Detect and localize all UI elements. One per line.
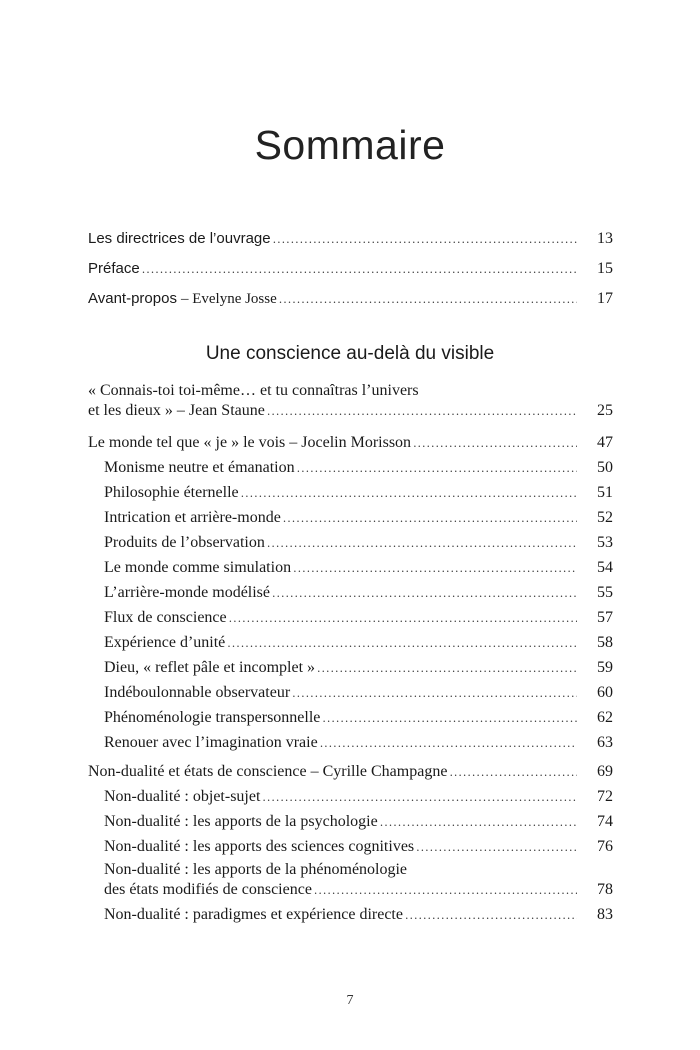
- dot-leader: [267, 402, 577, 422]
- entry-page: 72: [597, 788, 613, 805]
- toc-subentry[interactable]: [104, 837, 613, 858]
- section-title: Une conscience au-delà du visible: [205, 343, 495, 364]
- entry-page: 62: [597, 709, 613, 726]
- entry-label: Le monde comme simulation: [104, 559, 292, 576]
- entry-label: L’arrière-monde modélisé: [104, 584, 271, 601]
- toc-subentry[interactable]: [104, 683, 613, 704]
- entry-label: Les directrices de l’ouvrage: [88, 230, 271, 247]
- dot-leader: [292, 684, 577, 704]
- entry-label: et les dieux » – Jean Staune: [88, 402, 265, 419]
- entry-page: 58: [597, 634, 613, 651]
- toc-subentry[interactable]: [104, 880, 613, 901]
- entry-label: des états modifiés de conscience: [104, 881, 312, 898]
- dot-leader: [449, 763, 577, 783]
- entry-label: Avant-propos: [88, 290, 177, 307]
- entry-page: 47: [597, 434, 613, 451]
- entry-page: 57: [597, 609, 613, 626]
- toc-subentry[interactable]: [104, 787, 613, 808]
- dot-leader: [279, 290, 577, 310]
- entry-label: Renouer avec l’imagination vraie: [104, 734, 318, 751]
- dot-leader: [262, 788, 577, 808]
- entry-page: 51: [597, 484, 613, 501]
- toc-subentry[interactable]: [104, 905, 613, 926]
- toc-subentry[interactable]: [104, 558, 613, 579]
- entry-label: Indéboulonnable observateur: [104, 684, 291, 701]
- subentry-line1: Non-dualité : les apports de la phénoménologie: [104, 861, 408, 878]
- dot-leader: [314, 881, 577, 901]
- dot-leader: [380, 813, 577, 833]
- entry-page: 25: [597, 402, 613, 419]
- page-title: Sommaire: [254, 122, 446, 168]
- entry-label: Non-dualité et états de conscience – Cyrille Champagne: [88, 763, 448, 780]
- toc-subentry[interactable]: [104, 533, 613, 554]
- entry-author: – Evelyne Josse: [180, 291, 277, 307]
- toc-subentry[interactable]: [104, 633, 613, 654]
- dot-leader: [317, 659, 577, 679]
- dot-leader: [227, 634, 577, 654]
- entry-label: Non-dualité : objet-sujet: [104, 788, 261, 805]
- toc-subentry[interactable]: [104, 583, 613, 604]
- entry-label: Flux de conscience: [104, 609, 227, 626]
- entry-page: 74: [597, 813, 613, 830]
- toc-subentry[interactable]: [104, 658, 613, 679]
- dot-leader: [241, 484, 577, 504]
- entry-page: 76: [597, 838, 613, 855]
- dot-leader: [283, 509, 577, 529]
- dot-leader: [297, 459, 577, 479]
- toc-subentry[interactable]: [104, 733, 613, 754]
- dot-leader: [272, 584, 577, 604]
- entry-label: Préface: [88, 260, 140, 277]
- dot-leader: [416, 838, 577, 858]
- entry-label: Non-dualité : les apports de la psychologie: [104, 813, 378, 830]
- entry-label: Le monde tel que « je » le vois – Jocelin Morisson: [88, 434, 412, 451]
- entry-page: 15: [597, 260, 613, 277]
- toc-entry-staune[interactable]: [88, 401, 613, 422]
- entry-label: Non-dualité : les apports des sciences cognitives: [104, 838, 415, 855]
- entry-page: 17: [597, 290, 613, 307]
- toc-entry-directrices[interactable]: [88, 229, 613, 250]
- entry-page: 55: [597, 584, 613, 601]
- dot-leader: [142, 260, 577, 280]
- entry-label: Dieu, « reflet pâle et incomplet »: [104, 659, 316, 676]
- entry-label-group: [88, 289, 277, 309]
- toc-entry-champagne[interactable]: [88, 762, 613, 783]
- entry-label: Monisme neutre et émanation: [104, 459, 295, 476]
- entry-label: Phénoménologie transpersonnelle: [104, 709, 321, 726]
- entry-page: 13: [597, 230, 613, 247]
- dot-leader: [229, 609, 577, 629]
- entry-label: Produits de l’observation: [104, 534, 265, 551]
- entry-page: 83: [597, 906, 613, 923]
- entry-page: 63: [597, 734, 613, 751]
- entry-page: 59: [597, 659, 613, 676]
- dot-leader: [320, 734, 577, 754]
- dot-leader: [405, 906, 577, 926]
- toc-subentry[interactable]: [104, 508, 613, 529]
- toc-entry-avant-propos[interactable]: [88, 289, 613, 310]
- toc-subentry[interactable]: [104, 483, 613, 504]
- dot-leader: [273, 230, 577, 250]
- chapter-line1: « Connais-toi toi-même… et tu connaîtras l’univers: [88, 382, 419, 399]
- toc-entry-morisson[interactable]: [88, 433, 613, 454]
- dot-leader: [293, 559, 577, 579]
- entry-page: 52: [597, 509, 613, 526]
- entry-page: 78: [597, 881, 613, 898]
- toc-subentry[interactable]: [104, 812, 613, 833]
- toc-subentry[interactable]: [104, 708, 613, 729]
- toc-entry-preface[interactable]: [88, 259, 613, 280]
- entry-page: 50: [597, 459, 613, 476]
- entry-page: 60: [597, 684, 613, 701]
- toc-subentry[interactable]: [104, 608, 613, 629]
- page-number: 7: [346, 993, 354, 1008]
- entry-page: 54: [597, 559, 613, 576]
- dot-leader: [267, 534, 577, 554]
- entry-page: 69: [597, 763, 613, 780]
- entry-page: 53: [597, 534, 613, 551]
- entry-label: Philosophie éternelle: [104, 484, 239, 501]
- dot-leader: [322, 709, 577, 729]
- entry-label: Expérience d’unité: [104, 634, 226, 651]
- entry-label: Intrication et arrière-monde: [104, 509, 281, 526]
- entry-label: Non-dualité : paradigmes et expérience directe: [104, 906, 403, 923]
- dot-leader: [413, 434, 577, 454]
- toc-subentry[interactable]: [104, 458, 613, 479]
